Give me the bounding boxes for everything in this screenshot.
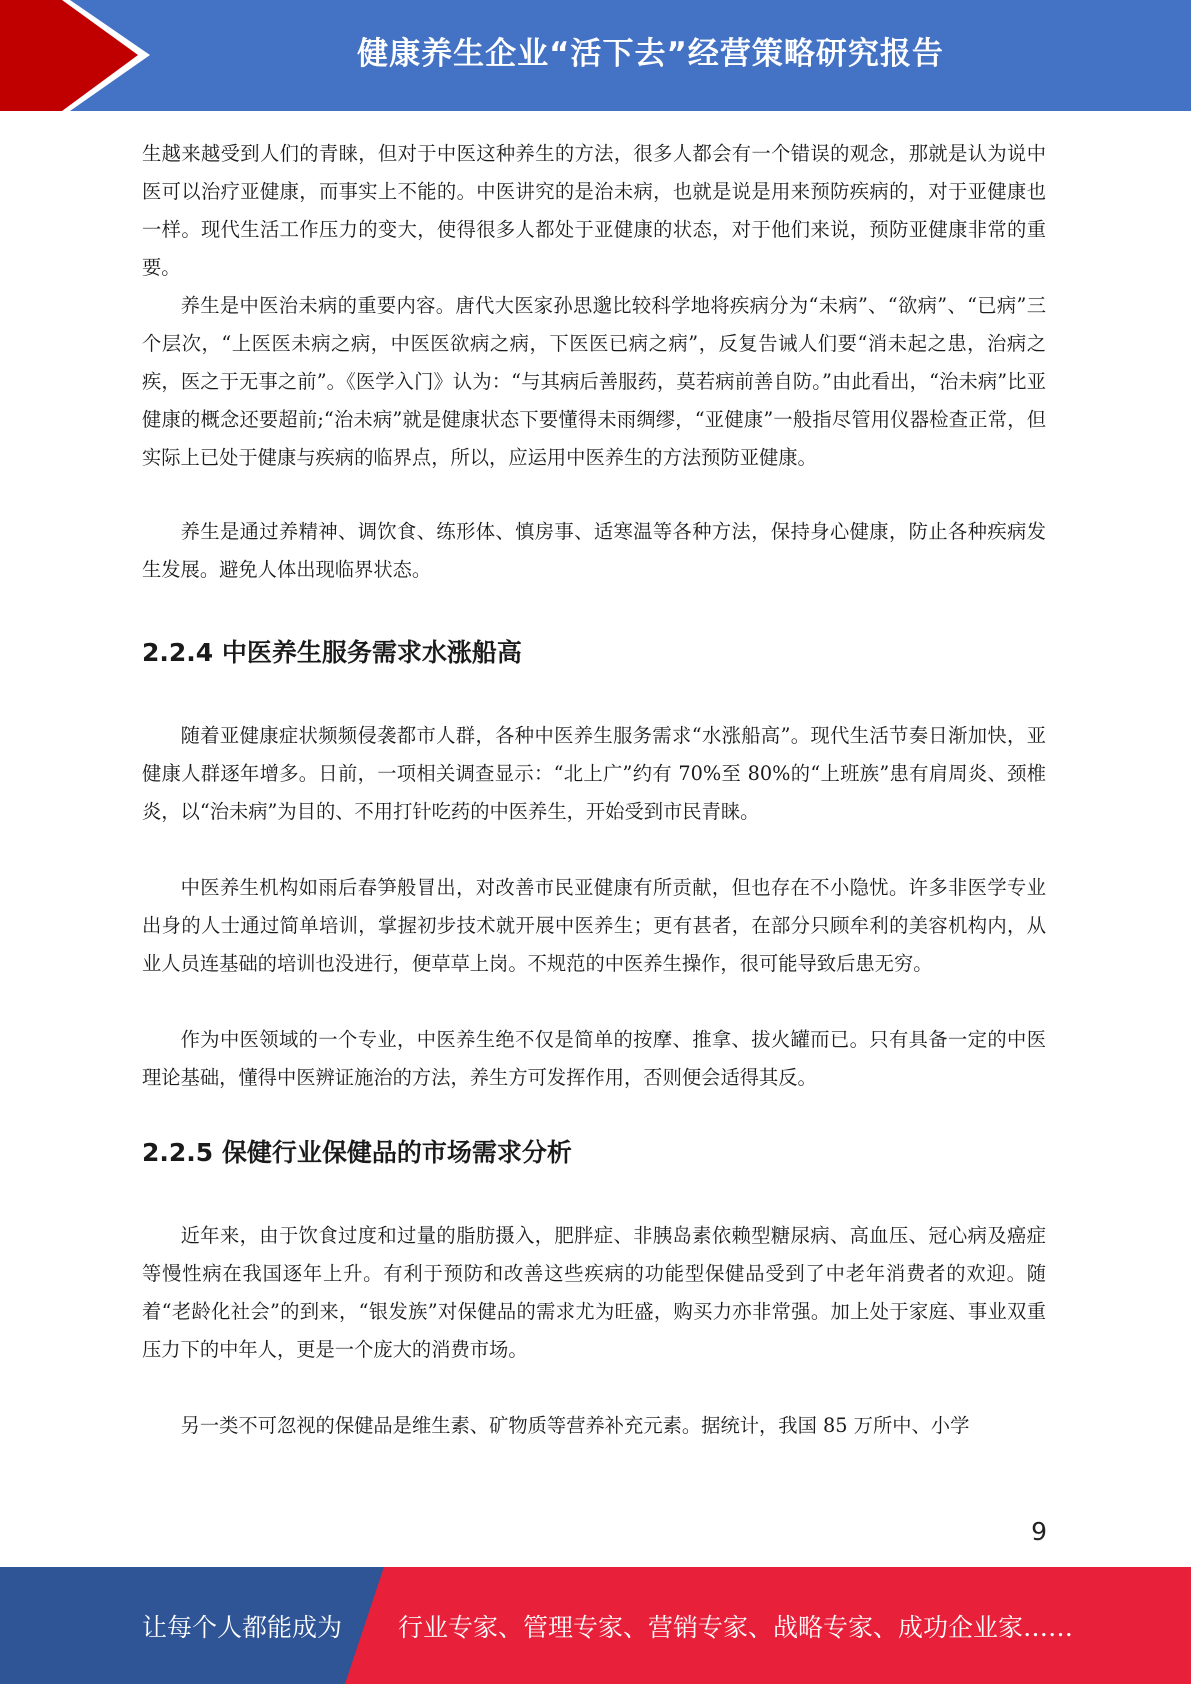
section-heading-2-2-5: 2.2.5 保健行业保健品的市场需求分析 [142, 1138, 572, 1167]
paragraph: 养生是通过养精神、调饮食、练形体、慎房事、适寒温等各种方法，保持身心健康，防止各种疾病发生发展。避免人体出现临界状态。 [142, 520, 1046, 581]
paragraph: 近年来，由于饮食过度和过量的脂肪摄入，肥胖症、非胰岛素依赖型糖尿病、高血压、冠心病及癌症等慢性病在我国逐年上升。有利于预防和改善这些疾病的功能型保健品受到了中老年消费者的欢迎。随着“老龄化社会”的到来，“银发族”对保健品的需求尤为旺盛，购买力亦非常强。加上处于家庭、事业双重压力下的中年人，更是一个庞大的消费市场。 [142, 1224, 1046, 1361]
paragraph: 养生是中医治未病的重要内容。唐代大医家孙思邈比较科学地将疾病分为“未病”、“欲病”、“已病”三个层次，“上医医未病之病，中医医欲病之病，下医医已病之病”，反复告诫人们要“消未起之患，治病之疾，医之于无事之前”。《医学入门》认为：“与其病后善服药，莫若病前善自防。”由此看出，“治未病”比亚健康的概念还要超前;“治未病”就是健康状态下要懂得未雨绸缪，“亚健康”一般指尽管用仪器检查正常，但实际上已处于健康与疾病的临界点，所以，应运用中医养生的方法预防亚健康。 [142, 294, 1046, 469]
paragraph: 作为中医领域的一个专业，中医养生绝不仅是简单的按摩、推拿、拔火罐而已。只有具备一定的中医理论基础，懂得中医辨证施治的方法，养生方可发挥作用，否则便会适得其反。 [142, 1028, 1046, 1089]
paragraph: 生越来越受到人们的青睐，但对于中医这种养生的方法，很多人都会有一个错误的观念，那就是认为说中医可以治疗亚健康，而事实上不能的。中医讲究的是治未病，也就是说是用来预防疾病的，对于亚健康也一样。现代生活工作压力的变大，使得很多人都处于亚健康的状态，对于他们来说，预防亚健康非常的重要。 [142, 142, 1046, 279]
page-footer [0, 1567, 1191, 1684]
report-title: 健康养生企业“活下去”经营策略研究报告 [357, 35, 944, 72]
footer-slogan-right: 行业专家、管理专家、营销专家、战略专家、成功企业家…… [398, 1612, 1074, 1642]
paragraph: 另一类不可忽视的保健品是维生素、矿物质等营养补充元素。据统计，我国 85 万所中、小学 [180, 1414, 970, 1437]
paragraph: 中医养生机构如雨后春笋般冒出，对改善市民亚健康有所贡献，但也存在不小隐忧。许多非医学专业出身的人士通过简单培训，掌握初步技术就开展中医养生；更有甚者，在部分只顾牟利的美容机构内，从业人员连基础的培训也没进行，便草草上岗。不规范的中医养生操作，很可能导致后患无穷。 [142, 876, 1046, 975]
page-content [142, 135, 1046, 1445]
page-header [0, 0, 1191, 111]
paragraph: 随着亚健康症状频频侵袭都市人群，各种中医养生服务需求“水涨船高”。现代生活节奏日渐加快，亚健康人群逐年增多。日前，一项相关调查显示：“北上广”约有 70%至 80%的“上班族”患有肩周炎、颈椎炎，以“治未病”为目的、不用打针吃药的中医养生，开始受到市民青睐。 [142, 724, 1046, 823]
footer-slogan-left: 让每个人都能成为 [142, 1612, 343, 1642]
page-number: 9 [1031, 1517, 1047, 1546]
section-heading-2-2-4: 2.2.4 中医养生服务需求水涨船高 [142, 638, 522, 667]
